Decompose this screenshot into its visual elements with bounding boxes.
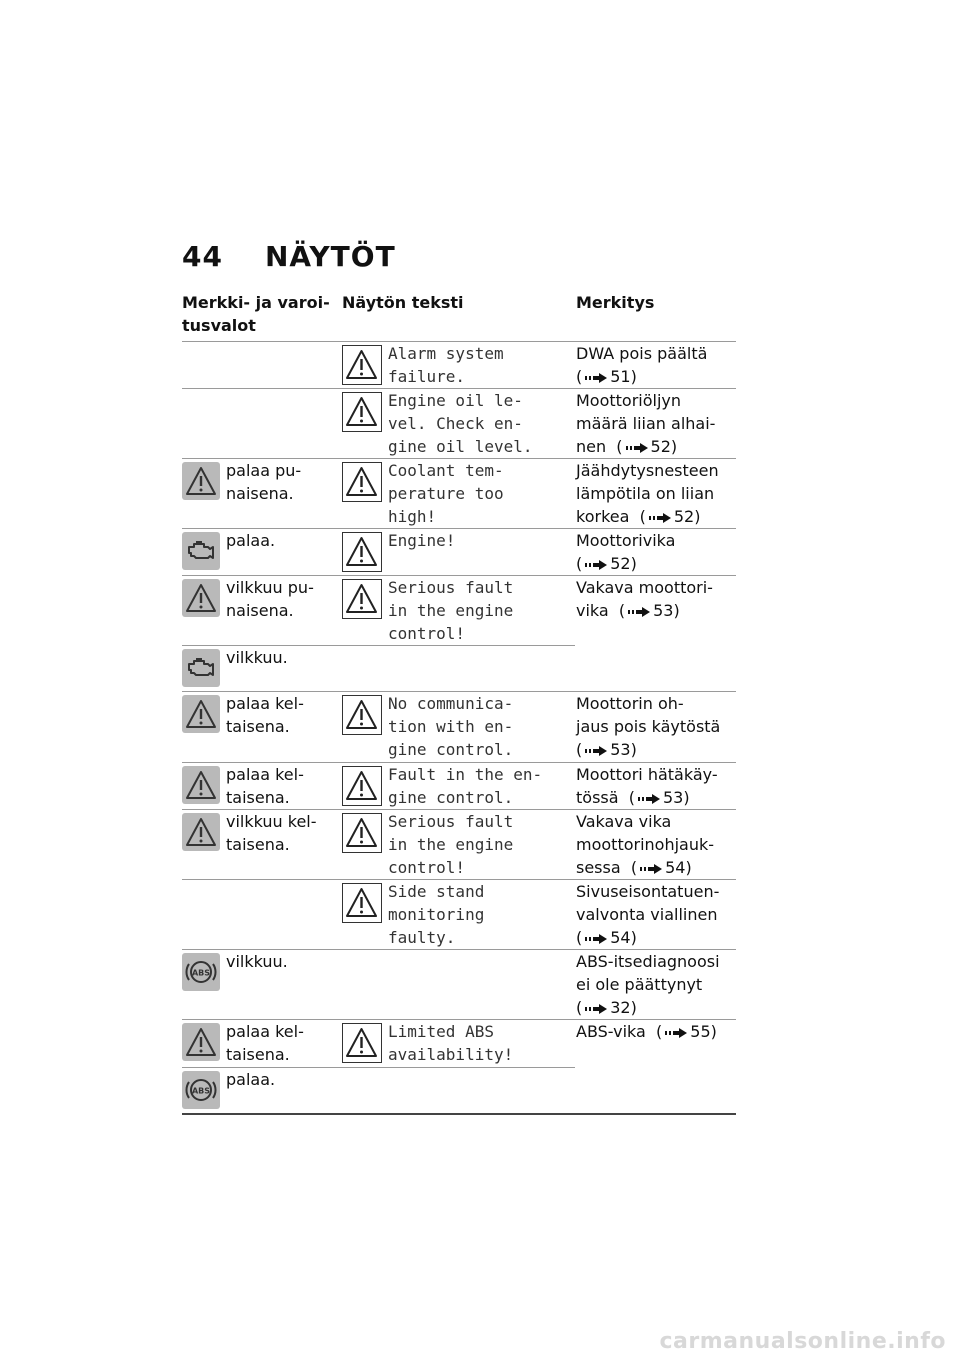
warning-triangle-icon: [182, 462, 220, 500]
lamp-status-text: palaa pu- naisena.: [226, 461, 302, 503]
reference-arrow-icon: [583, 373, 609, 383]
abs-icon: [182, 953, 220, 991]
reference-arrow-icon: [583, 1004, 609, 1014]
svg-text:ABS: ABS: [191, 1086, 211, 1096]
display-text: Serious fault in the engine control!: [388, 812, 514, 877]
page-reference[interactable]: ( 52): [616, 437, 678, 456]
page-reference[interactable]: ( 53): [618, 601, 680, 620]
meaning-cell: [576, 459, 736, 528]
warning-triangle-icon: [342, 579, 382, 619]
reference-arrow-icon: [663, 1028, 689, 1038]
lamp-status-text: vilkkuu kel- taisena.: [226, 812, 317, 854]
meaning-text: Jäähdytysnesteen lämpötila on liian korkea: [576, 461, 719, 526]
display-text: Side stand monitoring faulty.: [388, 882, 485, 947]
page-reference[interactable]: ( 55): [656, 1022, 717, 1041]
engine-icon: [182, 649, 220, 687]
warning-triangle-icon: [342, 695, 382, 735]
lamp-status-text: palaa.: [226, 1070, 276, 1089]
warning-triangle-icon: [342, 813, 382, 853]
meaning-cell: [576, 950, 736, 1019]
warning-triangle-icon: [342, 883, 382, 923]
warning-triangle-icon: [342, 766, 382, 806]
warning-triangle-icon: [342, 392, 382, 432]
reference-arrow-icon: [583, 746, 609, 756]
meaning-text: ABS-itsediagnoosi ei ole päättynyt: [576, 952, 720, 994]
display-text: No communica- tion with en- gine control.: [388, 694, 514, 759]
meaning-text: DWA pois päältä: [576, 344, 708, 363]
meaning-text: Moottoriöljyn määrä liian alhai- nen: [576, 391, 716, 456]
page-heading: [182, 240, 396, 280]
warning-triangle-icon: [342, 345, 382, 385]
display-text: Alarm system failure.: [388, 344, 504, 386]
warning-triangle-icon: [182, 579, 220, 617]
abs-icon: [182, 1071, 220, 1109]
column-header-display-text: Näytön teksti: [342, 293, 464, 312]
page-reference[interactable]: ( 54): [576, 928, 637, 947]
column-header-lamps: Merkki- ja varoi- tusvalot: [182, 293, 330, 335]
display-text: Engine!: [388, 531, 456, 550]
meaning-cell: [576, 1020, 736, 1043]
lamp-status-text: vilkkuu.: [226, 952, 288, 971]
warning-triangle-icon: [342, 1023, 382, 1063]
reference-arrow-icon: [636, 794, 662, 804]
meaning-cell: [576, 880, 736, 949]
display-text: Serious fault in the engine control!: [388, 578, 514, 643]
page-number: 44: [182, 240, 223, 273]
table-bottom-rule: [182, 1113, 736, 1115]
lamp-status-text: palaa kel- taisena.: [226, 1022, 304, 1064]
meaning-cell: [576, 810, 736, 879]
display-text: Coolant tem- perature too high!: [388, 461, 504, 526]
page-reference[interactable]: ( 53): [628, 788, 690, 807]
warning-triangle-icon: [182, 766, 220, 804]
display-text: Engine oil le- vel. Check en- gine oil level.: [388, 391, 533, 456]
page-reference[interactable]: ( 53): [576, 740, 637, 759]
warning-triangle-icon: [342, 532, 382, 572]
page-reference[interactable]: ( 52): [576, 554, 637, 573]
reference-arrow-icon: [626, 607, 652, 617]
lamp-status-text: vilkkuu.: [226, 648, 288, 667]
lamp-status-text: palaa.: [226, 531, 276, 550]
meaning-text: Vakava moottori- vika: [576, 578, 713, 620]
meaning-cell: [576, 763, 736, 809]
engine-icon: [182, 532, 220, 570]
meaning-text: Moottorin oh- jaus pois käytöstä: [576, 694, 721, 736]
page-reference[interactable]: ( 52): [639, 507, 701, 526]
reference-arrow-icon: [583, 934, 609, 944]
column-header-meaning: Merkitys: [576, 293, 655, 312]
warning-triangle-icon: [182, 695, 220, 733]
watermark: carmanualsonline.info: [659, 1329, 946, 1354]
svg-text:ABS: ABS: [191, 968, 211, 978]
page-title: NÄYTÖT: [264, 240, 396, 273]
reference-arrow-icon: [583, 560, 609, 570]
reference-arrow-icon: [647, 513, 673, 523]
reference-arrow-icon: [638, 864, 664, 874]
meaning-cell: [576, 576, 736, 622]
meaning-cell: [576, 692, 736, 761]
page-reference[interactable]: ( 51): [576, 367, 637, 386]
page-reference[interactable]: ( 54): [630, 858, 692, 877]
page-reference[interactable]: ( 32): [576, 998, 637, 1017]
warning-triangle-icon: [182, 813, 220, 851]
reference-arrow-icon: [624, 443, 650, 453]
meaning-cell: [576, 529, 736, 575]
display-text: Limited ABS availability!: [388, 1022, 514, 1064]
warning-triangle-icon: [342, 462, 382, 502]
meaning-text: Sivuseisontatuen- valvonta viallinen: [576, 882, 720, 924]
meaning-cell: [576, 389, 736, 458]
meaning-text: Moottorivika: [576, 531, 676, 550]
meaning-text: ABS-vika: [576, 1022, 646, 1041]
meaning-text: Moottori hätäkäy- tössä: [576, 765, 718, 807]
meaning-cell: [576, 342, 736, 388]
lamp-status-text: palaa kel- taisena.: [226, 694, 304, 736]
warning-triangle-icon: [182, 1023, 220, 1061]
display-text: Fault in the en- gine control.: [388, 765, 543, 807]
lamp-status-text: palaa kel- taisena.: [226, 765, 304, 807]
lamp-status-text: vilkkuu pu- naisena.: [226, 578, 314, 620]
meaning-text: Vakava vika moottorinohjauk- sessa: [576, 812, 715, 877]
